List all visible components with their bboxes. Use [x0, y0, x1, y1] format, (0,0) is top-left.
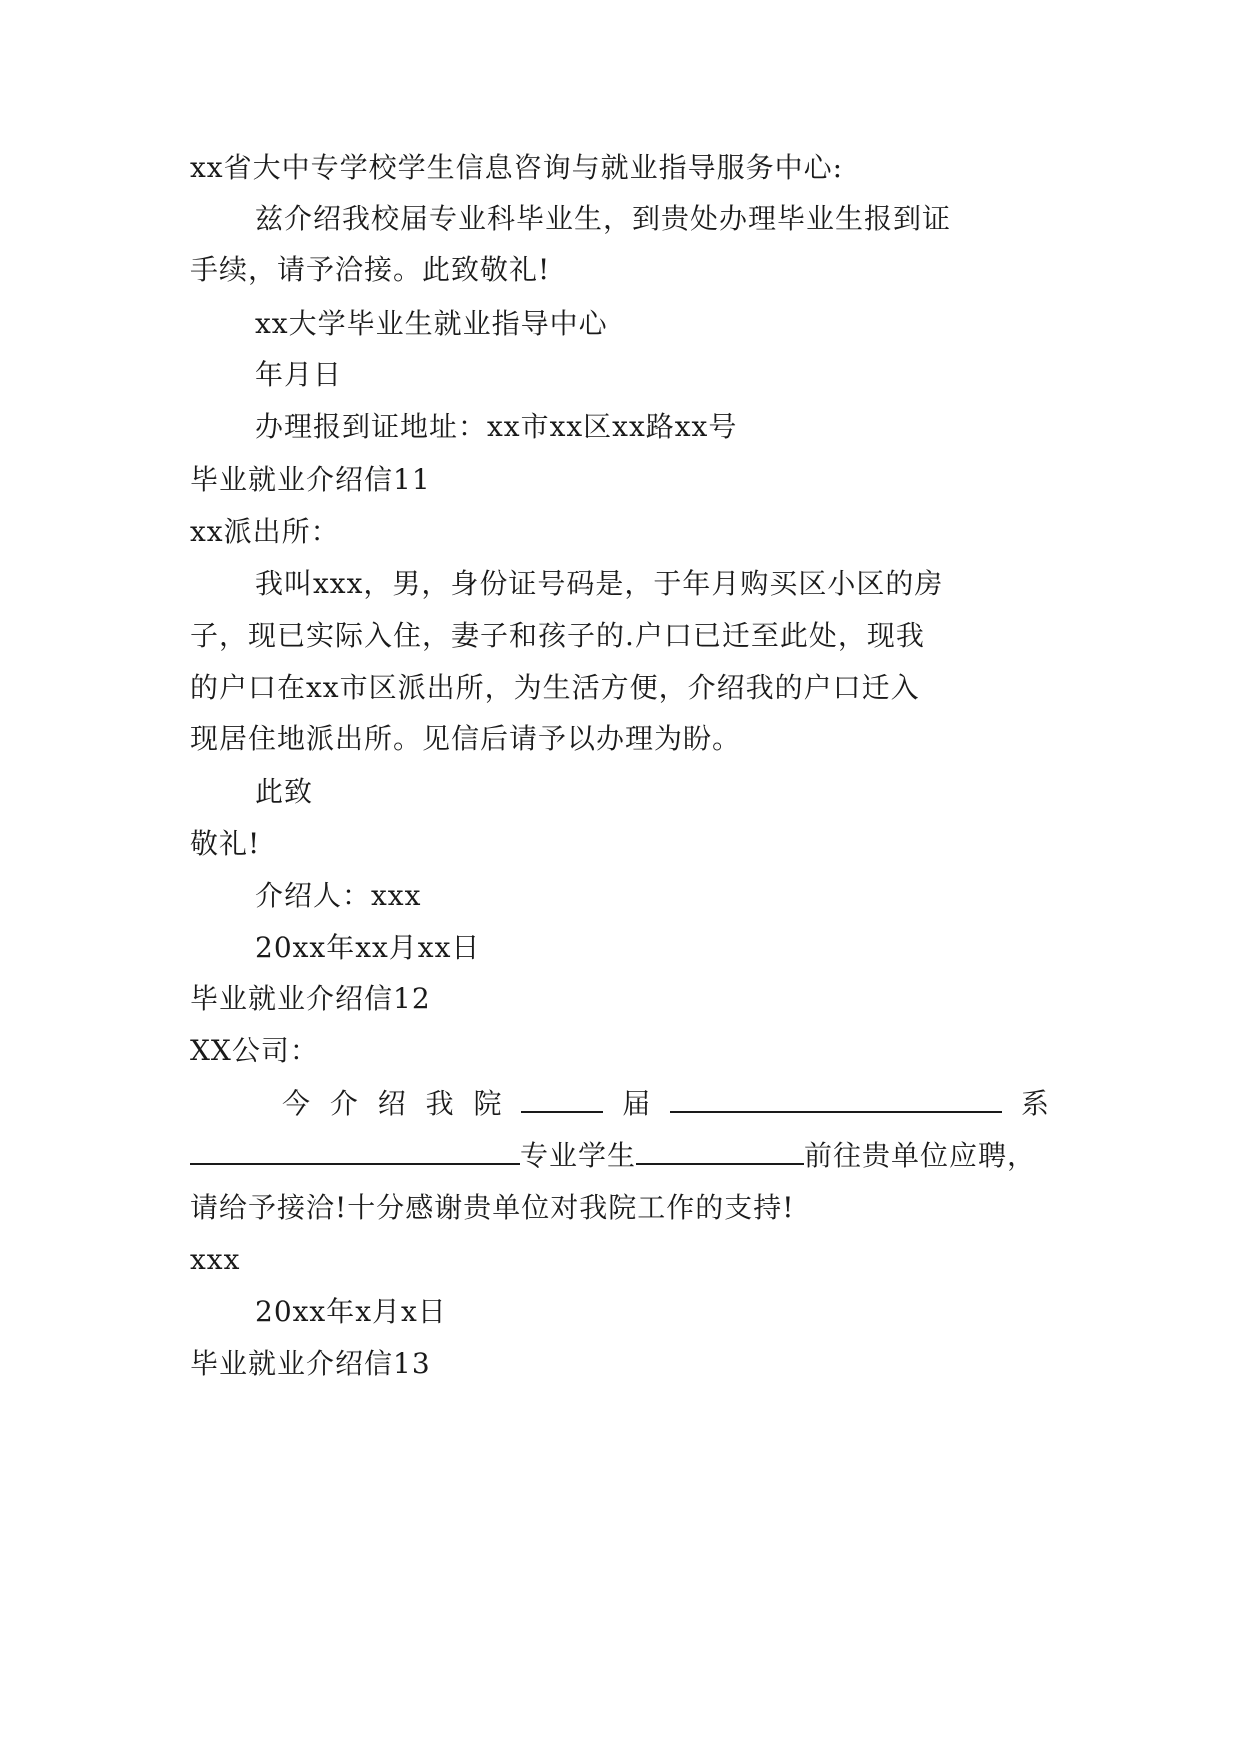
section-heading: 毕业就业介绍信13 [190, 1347, 431, 1380]
section-heading: 毕业就业介绍信12 [190, 982, 431, 1015]
date-line: 年月日 [255, 358, 343, 391]
body-line: 子，现已实际入住，妻子和孩子的.户口已迁至此处，现我 [190, 619, 925, 652]
signature-line: 介绍人：xxx [255, 879, 422, 912]
body-line: 我叫xxx，男，身份证号码是，于年月购买区小区的房 [255, 567, 944, 600]
body-line: 请给予接洽!十分感谢贵单位对我院工作的支持! [190, 1191, 795, 1224]
blank-underline [190, 1129, 520, 1165]
date-line: 20xx年xx月xx日 [255, 931, 481, 964]
body-line: 手续，请予洽接。此致敬礼! [190, 253, 551, 286]
fill-in-line: 专业学生 前往贵单位应聘， [190, 1127, 1050, 1185]
section-heading: 毕业就业介绍信11 [190, 463, 431, 496]
blank-underline [670, 1077, 1002, 1113]
recipient-line: xx省大中专学校学生信息咨询与就业指导服务中心: [190, 151, 844, 184]
body-line: 兹介绍我校届专业科毕业生，到贵处办理毕业生报到证 [255, 202, 952, 235]
recipient-line: XX公司： [190, 1034, 319, 1067]
body-line: 现居住地派出所。见信后请予以办理为盼。 [190, 722, 742, 755]
signature-line: xx大学毕业生就业指导中心 [255, 307, 608, 340]
blank-underline [636, 1129, 804, 1165]
address-line: 办理报到证地址：xx市xx区xx路xx号 [255, 410, 738, 443]
closing-line: 此致 [255, 775, 314, 808]
recipient-line: xx派出所： [190, 515, 340, 548]
date-line: 20xx年x月x日 [255, 1295, 447, 1328]
body-line: 的户口在xx市区派出所，为生活方便，介绍我的户口迁入 [190, 671, 920, 704]
blank-underline [521, 1077, 603, 1113]
fill-in-line: 今 介 绍 我 院 届 系 [282, 1075, 1050, 1133]
closing-line: 敬礼! [190, 827, 261, 860]
signature-line: xxx [190, 1243, 241, 1276]
